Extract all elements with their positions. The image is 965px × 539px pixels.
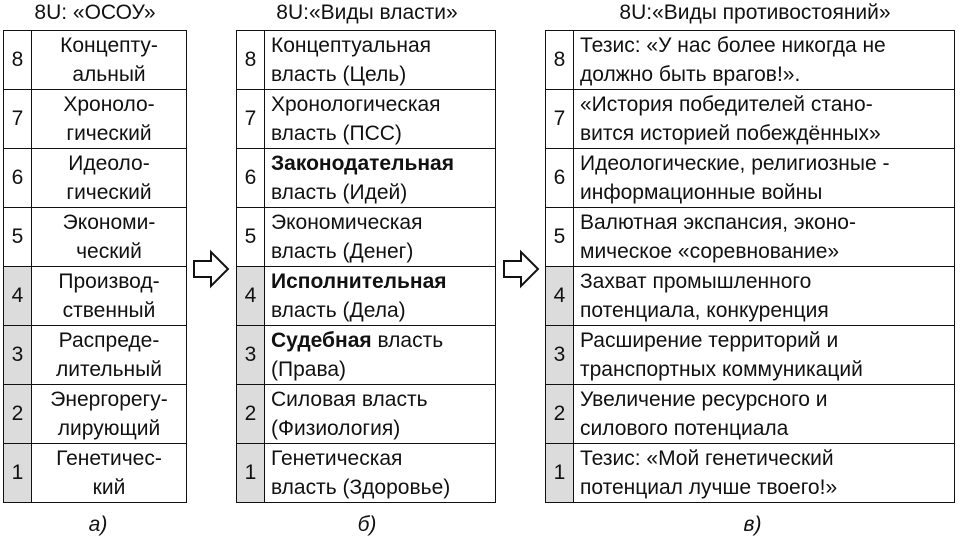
level-text: Идеологические, религиозные - информационные войны — [574, 149, 955, 208]
level-number: 8 — [4, 31, 32, 90]
table-osou — [3, 30, 187, 503]
title-osou: 8U: «ОСОУ» — [34, 1, 156, 24]
level-number: 8 — [546, 31, 574, 90]
level-number: 7 — [546, 90, 574, 149]
title-vidy-protivostoyaniy: 8U:«Виды противостояний» — [619, 1, 891, 24]
table-row — [4, 31, 187, 90]
table-row — [237, 90, 496, 149]
level-text: Силовая власть (Физиология) — [265, 385, 496, 444]
table-row — [237, 326, 496, 385]
level-text: Тезис: «Мой генетический потенциал лучше твоего!» — [574, 444, 955, 503]
level-text: Хронологическая власть (ПСС) — [265, 90, 496, 149]
level-text: Распреде- лительный — [32, 326, 187, 385]
level-text: Хроноло- гический — [32, 90, 187, 149]
level-number: 1 — [237, 444, 265, 503]
table-row — [237, 385, 496, 444]
table-row — [546, 208, 955, 267]
level-text: Экономи- ческий — [32, 208, 187, 267]
table-row — [237, 267, 496, 326]
level-text: Валютная экспансия, эконо- мическое «соревнование» — [574, 208, 955, 267]
level-number: 2 — [546, 385, 574, 444]
table-row — [546, 31, 955, 90]
level-number: 3 — [4, 326, 32, 385]
level-number: 5 — [237, 208, 265, 267]
title-vidy-vlasti: 8U:«Виды власти» — [276, 1, 458, 24]
table-row — [4, 149, 187, 208]
level-text: Генетичес- кий — [32, 444, 187, 503]
table-row — [4, 90, 187, 149]
table-row — [4, 208, 187, 267]
level-text: Производ- ственный — [32, 267, 187, 326]
level-number: 6 — [4, 149, 32, 208]
table-row — [237, 208, 496, 267]
level-text: Захват промышленного потенциала, конкуренция — [574, 267, 955, 326]
level-text: Экономическая власть (Денег) — [265, 208, 496, 267]
caption-a: а) — [88, 513, 108, 536]
table-row — [546, 90, 955, 149]
level-number: 6 — [237, 149, 265, 208]
table-row — [4, 444, 187, 503]
caption-c: в) — [743, 513, 762, 536]
level-text: Энергорегу- лирующий — [32, 385, 187, 444]
level-number: 6 — [546, 149, 574, 208]
level-text: Законодательная власть (Идей) — [265, 149, 496, 208]
level-text: Тезис: «У нас более никогда не должно быть врагов!». — [574, 31, 955, 90]
level-number: 4 — [546, 267, 574, 326]
table-row — [237, 149, 496, 208]
level-number: 4 — [4, 267, 32, 326]
level-number: 5 — [4, 208, 32, 267]
level-number: 2 — [4, 385, 32, 444]
table-row — [237, 31, 496, 90]
table-vidy-vlasti — [236, 30, 496, 503]
level-number: 8 — [237, 31, 265, 90]
table-row — [546, 326, 955, 385]
table-row — [4, 267, 187, 326]
table-row — [546, 149, 955, 208]
table-row — [237, 444, 496, 503]
table-row — [4, 385, 187, 444]
level-text: Увеличение ресурсного и силового потенциала — [574, 385, 955, 444]
caption-b: б) — [357, 513, 377, 536]
level-text: «История победителей стано- вится историей побеждённых» — [574, 90, 955, 149]
level-text: Исполнительная власть (Дела) — [265, 267, 496, 326]
level-number: 7 — [4, 90, 32, 149]
level-number: 3 — [546, 326, 574, 385]
level-number: 4 — [237, 267, 265, 326]
level-text: Судебная власть (Права) — [265, 326, 496, 385]
right-arrow-outline-icon — [191, 249, 231, 289]
level-text: Расширение территорий и транспортных коммуникаций — [574, 326, 955, 385]
table-row — [546, 444, 955, 503]
level-number: 3 — [237, 326, 265, 385]
level-text: Генетическая власть (Здоровье) — [265, 444, 496, 503]
level-number: 1 — [546, 444, 574, 503]
level-text: Концепту- альный — [32, 31, 187, 90]
level-number: 2 — [237, 385, 265, 444]
right-arrow-outline-icon — [501, 249, 541, 289]
level-number: 1 — [4, 444, 32, 503]
table-row — [546, 267, 955, 326]
table-row — [546, 385, 955, 444]
level-number: 7 — [237, 90, 265, 149]
level-text: Концептуальная власть (Цель) — [265, 31, 496, 90]
table-vidy-protivostoyaniy — [545, 30, 955, 503]
level-text: Идеоло- гический — [32, 149, 187, 208]
level-number: 5 — [546, 208, 574, 267]
table-row — [4, 326, 187, 385]
